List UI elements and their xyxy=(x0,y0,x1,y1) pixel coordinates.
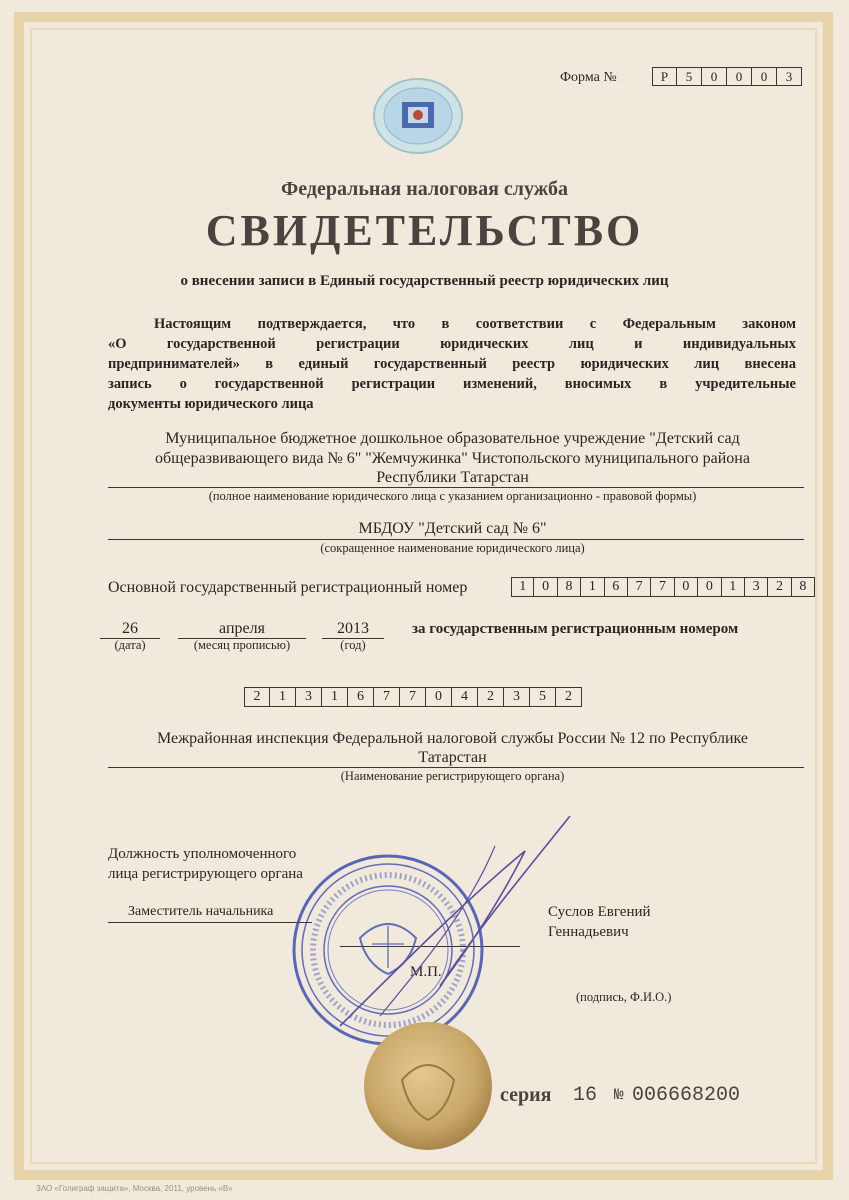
handwritten-signature xyxy=(320,806,580,1036)
ogrn-label: Основной государственный регистрационный номер xyxy=(108,579,468,596)
grn-digits xyxy=(244,687,582,707)
ogrn-digit-cell: 6 xyxy=(605,577,628,597)
grn-digit-cell: 2 xyxy=(556,687,582,707)
year-caption: (год) xyxy=(340,638,366,652)
grn-digit-cell: 3 xyxy=(296,687,322,707)
full-name-caption: (полное наименование юридического лица с указанием организационно - правовой формы) xyxy=(208,489,697,503)
month-caption: (месяц прописью) xyxy=(193,638,291,652)
form-label: Форма № xyxy=(560,70,617,85)
position-label-2: лица регистрирующего органа xyxy=(108,866,303,882)
position-title: Заместитель начальника xyxy=(128,904,274,919)
form-code xyxy=(652,67,802,86)
series-value: 16 xyxy=(573,1084,598,1107)
form-code-cell: 0 xyxy=(702,67,727,86)
mp-label: М.П. xyxy=(410,964,442,980)
day-caption: (дата) xyxy=(114,638,146,652)
grn-digit-cell: 7 xyxy=(400,687,426,707)
date-year: 2013 xyxy=(337,620,369,637)
grn-digit-cell: 0 xyxy=(426,687,452,707)
form-code-cell: 5 xyxy=(677,67,702,86)
ogrn-digit-cell: 1 xyxy=(722,577,745,597)
form-code-cell: Р xyxy=(652,67,677,86)
ogrn-digit-cell: 8 xyxy=(792,577,815,597)
full-name-underline xyxy=(108,487,804,488)
authority-caption: (Наименование регистрирующего органа) xyxy=(340,769,565,783)
authority-underline xyxy=(108,767,804,768)
certificate-number: 006668200 xyxy=(632,1084,741,1107)
full-name-line-3: Республики Татарстан xyxy=(376,469,529,486)
form-code-cell: 3 xyxy=(777,67,802,86)
position-underline xyxy=(108,922,312,923)
ogrn-digit-cell: 2 xyxy=(768,577,791,597)
full-name-line-1: Муниципальное бюджетное дошкольное образовательное учреждение "Детский сад xyxy=(165,430,740,447)
signer-name-2: Геннадьевич xyxy=(548,924,629,940)
ogrn-digit-cell: 0 xyxy=(698,577,721,597)
body-line-2: «О государственной регистрации юридических лиц и индивидуальных xyxy=(108,336,796,352)
authority-line-1: Межрайонная инспекция Федеральной налоговой службы России № 12 по Республике xyxy=(156,730,749,747)
form-code-cell: 0 xyxy=(752,67,777,86)
ogrn-digits xyxy=(511,577,815,597)
body-line-1: Настоящим подтверждается, что в соответствии с Федеральным законом xyxy=(154,316,796,332)
short-name-underline xyxy=(108,539,804,540)
body-line-3: предпринимателей» в единый государственный реестр юридических лиц внесена xyxy=(108,356,796,372)
signature-caption: (подпись, Ф.И.О.) xyxy=(576,990,672,1004)
date-month: апреля xyxy=(219,620,265,637)
short-name: МБДОУ "Детский сад № 6" xyxy=(358,520,547,537)
grn-digit-cell: 3 xyxy=(504,687,530,707)
ogrn-digit-cell: 7 xyxy=(651,577,674,597)
position-label-1: Должность уполномоченного xyxy=(108,846,297,862)
grn-digit-cell: 7 xyxy=(374,687,400,707)
agency-name: Федеральная налоговая служба xyxy=(281,178,568,200)
ogrn-digit-cell: 3 xyxy=(745,577,768,597)
grn-digit-cell: 2 xyxy=(244,687,270,707)
form-code-cell: 0 xyxy=(727,67,752,86)
body-line-4: запись о государственной регистрации изменений, вносимых в учредительные xyxy=(108,376,796,392)
document-title: СВИДЕТЕЛЬСТВО xyxy=(205,206,644,255)
ogrn-digit-cell: 8 xyxy=(558,577,581,597)
ogrn-digit-cell: 1 xyxy=(581,577,604,597)
printer-footer: ЗАО «Голиграф защита», Москва, 2011, уровень «В» xyxy=(36,1184,233,1193)
full-name-line-2: общеразвивающего вида № 6" "Жемчужинка" Чистопольского муниципального района xyxy=(155,450,750,467)
date-day: 26 xyxy=(122,620,138,637)
ogrn-digit-cell: 0 xyxy=(675,577,698,597)
grn-digit-cell: 1 xyxy=(270,687,296,707)
grn-digit-cell: 6 xyxy=(348,687,374,707)
series-label: серия xyxy=(500,1084,552,1106)
registration-number-label: за государственным регистрационным номером xyxy=(412,621,739,637)
document-subtitle: о внесении записи в Единый государственный реестр юридических лиц xyxy=(180,273,669,289)
gold-seal-icon xyxy=(362,1020,494,1152)
authority-line-2: Татарстан xyxy=(418,749,487,766)
body-line-5: документы юридического лица xyxy=(108,396,314,412)
number-prefix: № xyxy=(614,1086,624,1104)
ogrn-digit-cell: 1 xyxy=(511,577,534,597)
hologram-emblem-icon xyxy=(372,76,464,156)
short-name-caption: (сокращенное наименование юридического лица) xyxy=(320,541,585,555)
grn-digit-cell: 4 xyxy=(452,687,478,707)
signer-name-1: Суслов Евгений xyxy=(548,904,651,920)
grn-digit-cell: 2 xyxy=(478,687,504,707)
ogrn-digit-cell: 7 xyxy=(628,577,651,597)
grn-digit-cell: 5 xyxy=(530,687,556,707)
grn-digit-cell: 1 xyxy=(322,687,348,707)
ogrn-digit-cell: 0 xyxy=(534,577,557,597)
